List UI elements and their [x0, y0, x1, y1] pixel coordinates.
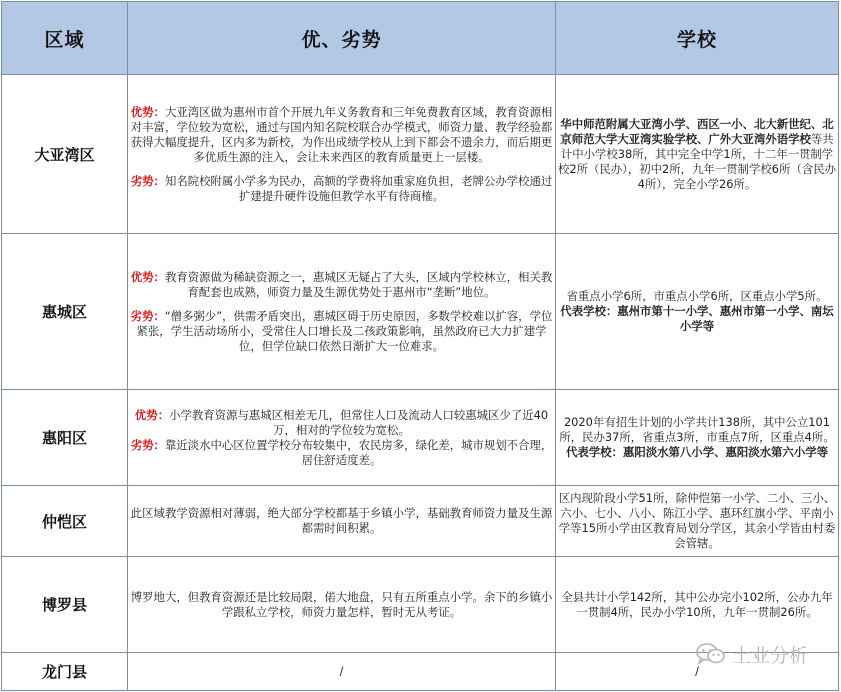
- schools-text: 2020年有招生计划的小学共计138所，其中公立101所，民办37所，省重点3所，市重点7所，区重点4所。: [559, 415, 835, 444]
- rep-schools-value: 惠州市第十一小学、惠州市第一小学、南坛小学等: [617, 304, 834, 333]
- pros-cons-cell: [128, 390, 556, 486]
- region-cell: 龙门县: [2, 653, 128, 691]
- advantage-text: 教育资源做为稀缺资源之一，惠城区无疑占了大头，区域内学校林立，相关教育配套也成熟，师资力量及生源优势处于惠州市“垄断”地位。: [164, 269, 553, 299]
- rep-schools-label: 代表学校：: [565, 445, 623, 459]
- schools-cell: [556, 75, 839, 234]
- watermark-text: 土业分析: [732, 644, 809, 667]
- disadvantage-label: 劣势：: [130, 173, 165, 188]
- disadvantage-text: 靠近淡水中心区位置学校分布较集中，农民房多，绿化差，城市规划不合理，居住舒适度差。: [164, 437, 553, 467]
- pros-cons-cell: [128, 234, 556, 390]
- pros-cons-text: /: [128, 653, 556, 691]
- table-row: [2, 557, 839, 653]
- header-region: 区域: [2, 2, 128, 75]
- schools-text: 区内现阶段小学51所，除仲恺第一小学、二小、三小、六小、七小、八小、陈江小学、惠环红旗小学、平南小学等15所小学由区教育局划分学区，其余小学皆由村委会管辖。: [556, 486, 839, 557]
- schools-text: /: [556, 653, 839, 691]
- pros-cons-text: 博罗地大，但教育资源还是比较局限，偌大地盘，只有五所重点小学。余下的乡镇小学跟私立学校，师资力量怎样，暂时无从考证。: [128, 557, 556, 653]
- header-row: [2, 2, 839, 75]
- table-row: [2, 390, 839, 486]
- advantage-text: 小学教育资源与惠城区相差无几，但常住人口及流动人口较惠城区少了近40万，相对的学位较为宽松。: [169, 407, 549, 437]
- schools-text: 全县共计小学142所，其中公办完小102所，公办九年一贯制4所，民办小学10所，九年一贯制26所。: [556, 557, 839, 653]
- header-schools: 学校: [556, 2, 839, 75]
- watermark: [696, 641, 808, 667]
- education-table: [1, 1, 839, 691]
- pros-cons-cell: [128, 75, 556, 234]
- advantage-label: 优势：: [134, 407, 170, 422]
- schools-text: 省重点小学6所，市重点小学6所，区重点小学5所。: [566, 289, 828, 303]
- region-cell: 仲恺区: [2, 486, 128, 557]
- table-row: [2, 234, 839, 390]
- region-cell: 惠城区: [2, 234, 128, 390]
- schools-cell: [556, 234, 839, 390]
- advantage-label: 优势：: [130, 104, 165, 119]
- schools-text: 等共计中小学校38所，其中完全中学1所，十二年一贯制学校2所（民办），初中2所，九年一贯制学校6所（含民办4所），完全小学26所。: [557, 131, 837, 191]
- disadvantage-label: 劣势：: [130, 308, 165, 323]
- region-cell: 大亚湾区: [2, 75, 128, 234]
- disadvantage-label: 劣势：: [130, 437, 165, 452]
- header-pros-cons: 优、劣势: [128, 2, 556, 75]
- wechat-icon: [696, 642, 726, 666]
- rep-schools-label: 代表学校：: [560, 304, 618, 318]
- disadvantage-text: “僧多粥少”，供需矛盾突出，惠城区碍于历史原因，多数学校难以扩容，学位紧张，学生活动场所小，受常住人口增长及二孩政策影响，虽然政府已大力扩建学位，但学位缺口依然日渐扩大一位难求。: [136, 308, 553, 353]
- rep-schools-value: 惠阳淡水第八小学、惠阳淡水第六小学等: [622, 445, 828, 459]
- table-row: [2, 75, 839, 234]
- schools-cell: [556, 390, 839, 486]
- disadvantage-text: 知名院校附属小学多为民办，高额的学费将加重家庭负担，老牌公办学校通过扩建提升硬件设施但教学水平有待商榷。: [164, 173, 553, 203]
- schools-bold-text: 华中师范附属大亚湾小学、西区一小、北大新世纪、北京师范大学大亚湾实验学校、广外大亚湾外语学校: [560, 116, 834, 146]
- pros-cons-text: 此区域教学资源相对薄弱，绝大部分学校都基于乡镇小学，基础教育师资力量及生源都需时间积累。: [128, 486, 556, 557]
- region-cell: 惠阳区: [2, 390, 128, 486]
- table-row: [2, 486, 839, 557]
- region-cell: 博罗县: [2, 557, 128, 653]
- advantage-label: 优势：: [130, 269, 165, 284]
- advantage-text: 大亚湾区做为惠州市首个开展九年义务教育和三年免费教育区域，教育资源相对丰富，学位较为宽松，通过与国内知名院校联合办学模式，师资力量、教学经验都获得大幅度提升，区内多为新校，为作出成绩学校从上到下都会不遗余力，而后期更多优质生源的注入，会让未来西区的教育质量更上一层楼。: [130, 104, 553, 164]
